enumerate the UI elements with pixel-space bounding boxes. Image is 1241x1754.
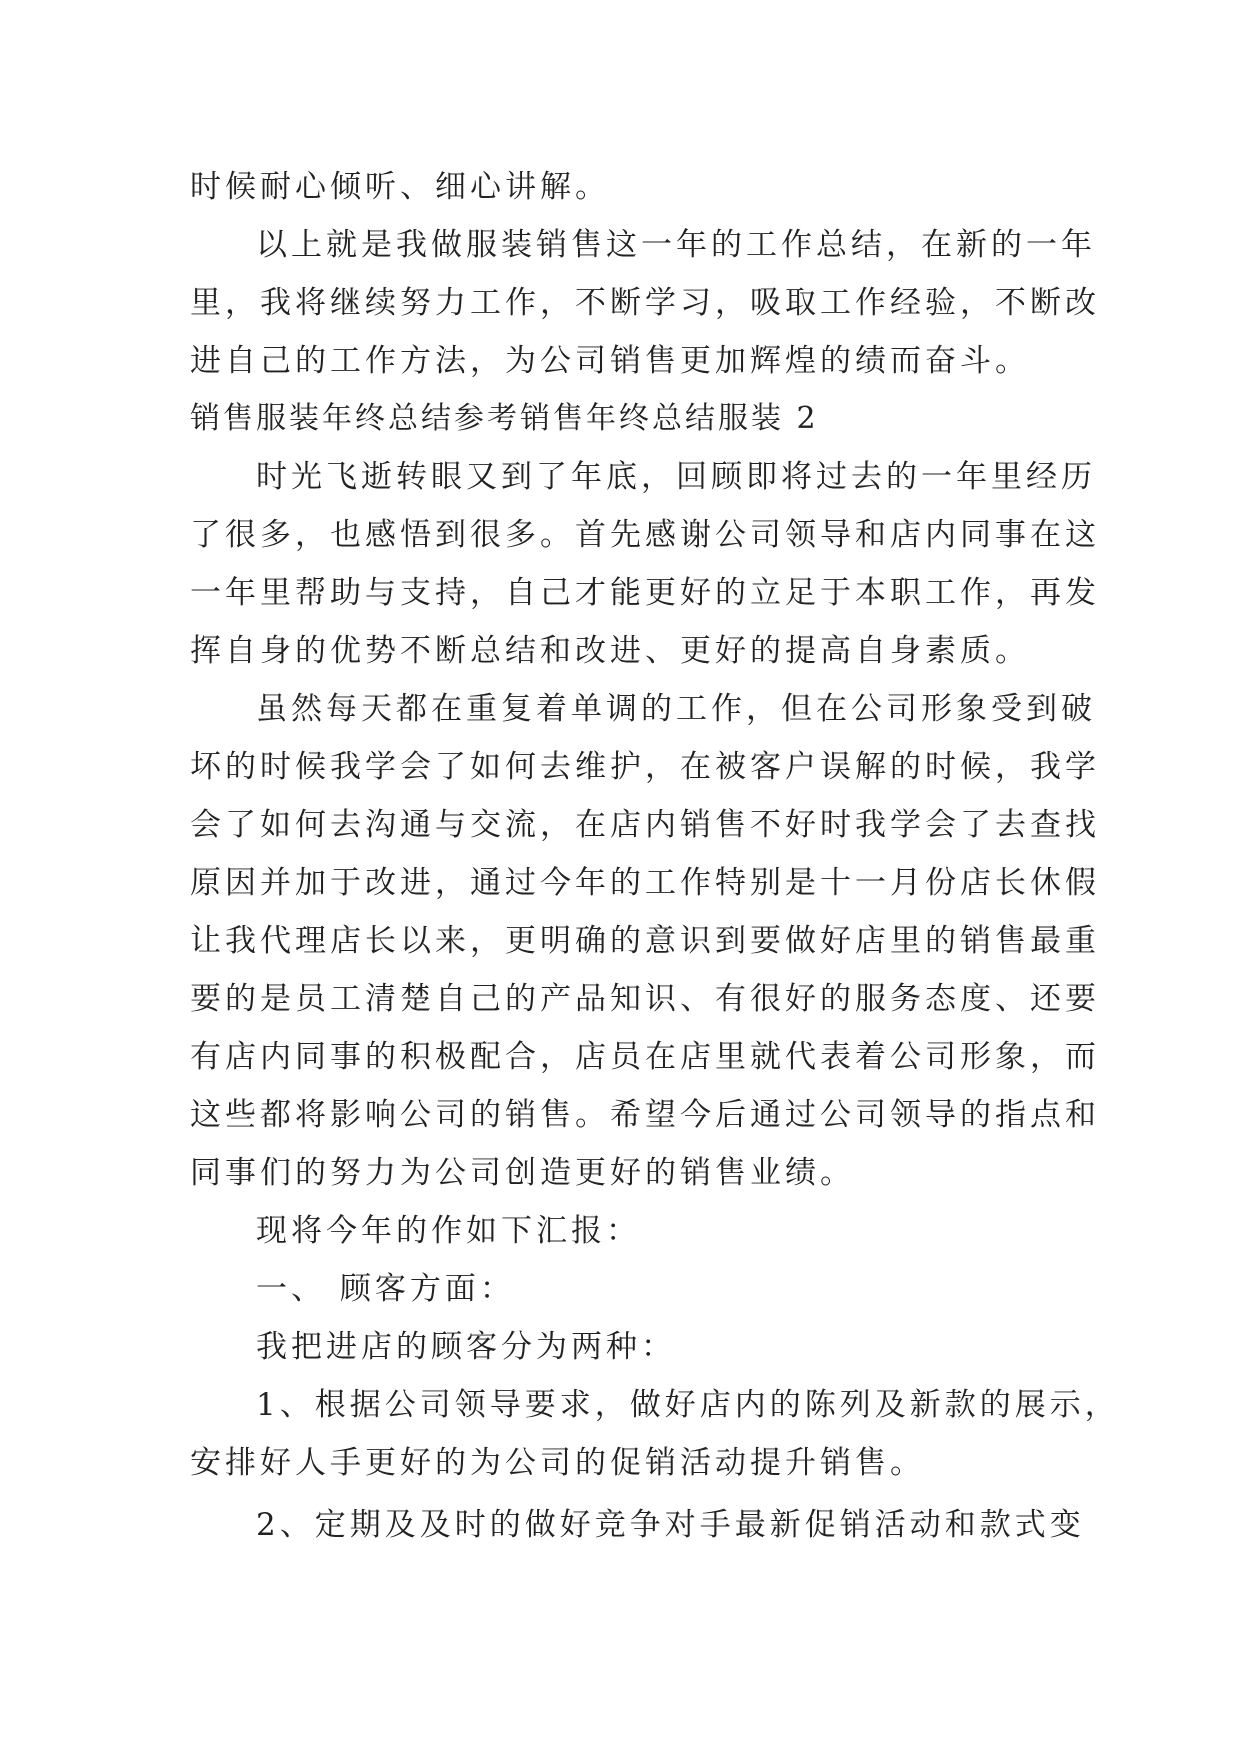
section-heading: 销售服装年终总结参考销售年终总结服装 2 bbox=[190, 401, 819, 436]
text-line: 有店内同事的积极配合，店员在店里就代表着公司形象，而 bbox=[190, 1039, 1100, 1075]
text-line: 要的是员工清楚自己的产品知识、有很好的服务态度、还要 bbox=[190, 981, 1100, 1017]
text-line: 一、 顾客方面： bbox=[256, 1271, 515, 1307]
text-line: 以上就是我做服装销售这一年的工作总结，在新的一年 bbox=[256, 227, 1096, 263]
text-line: 这些都将影响公司的销售。希望今后通过公司领导的指点和 bbox=[190, 1097, 1100, 1133]
text-line: 1、根据公司领导要求，做好店内的陈列及新款的展示， bbox=[256, 1387, 1120, 1423]
document-body bbox=[190, 158, 1120, 1554]
text-line: 原因并加于改进，通过今年的工作特别是十一月份店长休假 bbox=[190, 865, 1100, 901]
text-line: 会了如何去沟通与交流，在店内销售不好时我学会了去查找 bbox=[190, 807, 1100, 843]
paragraph-item-2 bbox=[190, 1496, 1085, 1554]
paragraph-summary bbox=[190, 216, 1100, 390]
text-line: 同事们的努力为公司创造更好的销售业绩。 bbox=[190, 1155, 855, 1191]
text-line: 挥自身的优势不断总结和改进、更好的提高自身素质。 bbox=[190, 633, 1030, 669]
paragraph-report-intro bbox=[190, 1202, 1050, 1260]
text-line: 里，我将继续努力工作，不断学习，吸取工作经验，不断改 bbox=[190, 285, 1100, 321]
text-line: 时光飞逝转眼又到了年底，回顾即将过去的一年里经历 bbox=[256, 459, 1096, 495]
text-line: 坏的时候我学会了如何去维护，在被客户误解的时候，我学 bbox=[190, 749, 1100, 785]
text-line: 一年里帮助与支持，自己才能更好的立足于本职工作，再发 bbox=[190, 575, 1100, 611]
paragraph-item-1 bbox=[190, 1376, 1120, 1492]
text-line: 2、定期及及时的做好竞争对手最新促销活动和款式变 bbox=[256, 1507, 1085, 1543]
text-line: 我把进店的顾客分为两种： bbox=[256, 1329, 676, 1365]
text-line: 让我代理店长以来，更明确的意识到要做好店里的销售最重 bbox=[190, 923, 1100, 959]
text-line: 进自己的工作方法，为公司销售更加辉煌的绩而奋斗。 bbox=[190, 343, 1030, 379]
text-line: 虽然每天都在重复着单调的工作，但在公司形象受到破 bbox=[256, 691, 1096, 727]
paragraph-customer-types bbox=[190, 1318, 1050, 1376]
paragraph-daily-work bbox=[190, 680, 1100, 1202]
paragraph-year-end bbox=[190, 448, 1100, 680]
text-line: 安排好人手更好的为公司的促销活动提升销售。 bbox=[190, 1445, 925, 1481]
paragraph-intro-tail bbox=[190, 158, 1050, 216]
paragraph-customer-heading bbox=[190, 1260, 1050, 1318]
text-line: 现将今年的作如下汇报： bbox=[256, 1213, 641, 1249]
text-line: 时候耐心倾听、细心讲解。 bbox=[190, 169, 610, 205]
text-line: 了很多，也感悟到很多。首先感谢公司领导和店内同事在这 bbox=[190, 517, 1100, 553]
